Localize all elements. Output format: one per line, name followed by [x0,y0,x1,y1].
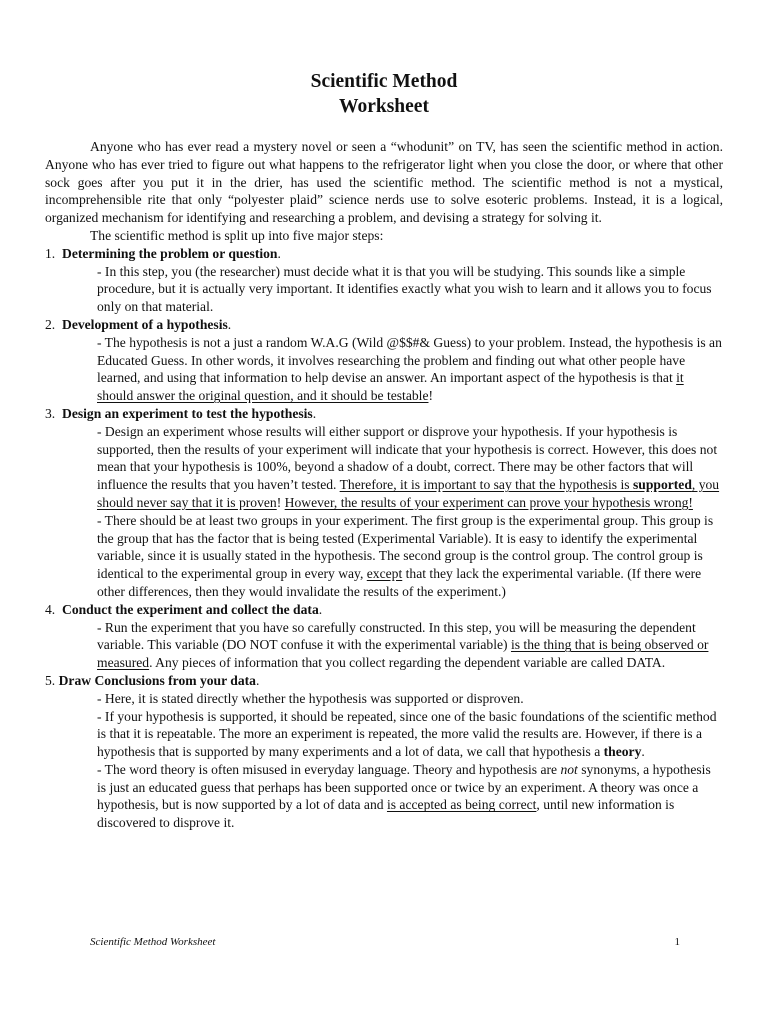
step-5-bullet-3 [45,761,723,832]
step-2-heading [45,316,723,334]
steps-lead-sentence: The scientific method is split up into five major steps: [90,227,384,243]
intro-paragraph: Anyone who has ever read a mystery novel or seen a “whodunit” on TV, has seen the scientific method in action. Anyone who has ever tried to figure out what happens to the refrigerator light when you close the door, or where that other sock goes after you put it in the drier, has used the scientific method. The scientific method is not a mystical, incomprehensible rite that only “polyester plaid” science nerds use to solve esoteric problems. Instead, it is a logical, organized mechanism for identifying and researching a problem, and devising a strategy for solving it. [45,139,723,226]
step-3-title-end: . [312,405,317,421]
step-3-number: 3. [45,405,56,421]
footer-page-number: 1 [674,936,680,948]
step-3-bullet-2-text: - There should be at least two groups in your experiment. The first group is the experimental group. This group is the group that has the factor that is being tested (Experimental Variable). It is easy to identify the experimental variable, since it is usually stated in the hypothesis. The second group is the control group. The control group is identical to the experimental group in every way, [97,512,714,582]
step-3-underline-part-c: , you should never say that it is proven [97,477,720,510]
step-4-heading [45,601,723,619]
step-3-underlined-prove-wrong: However, the results of your experiment can prove your hypothesis wrong! [284,494,693,510]
step-1-number: 1. [45,245,56,261]
document-title-line2: Worksheet [339,96,429,117]
footer-label: Scientific Method Worksheet [90,936,216,948]
step-5-title: Draw Conclusions from your data [58,672,256,688]
step-3-title: Design an experiment to test the hypothesis [62,405,313,421]
step-3-underlined-except: except [366,566,403,582]
step-2-underlined-text: it should answer the original question, and it should be testable [97,370,684,404]
step-2-bullet [45,334,723,405]
step-4-number: 4. [45,601,56,617]
step-3-mid-text: ! [276,494,285,510]
step-2-title-end: . [227,316,232,332]
step-3-heading [45,405,723,423]
step-5-underlined-accepted: is accepted as being correct [386,797,537,813]
step-3-underline-part-a: Therefore, it is important to say that the hypothesis is [339,477,633,493]
step-3-bullet-2 [45,512,723,601]
step-4-underlined-text: is the thing that is being observed or measured [97,637,709,671]
step-5-bullet-3-text: - The word theory is often misused in everyday language. Theory and hypothesis are [97,761,561,777]
step-5-bullet-3-mid: synonyms, a hypothesis is just an educated guess that perhaps has been supported once or twice by an experiment. A theory was once a hypothesis, but is now supported by a lot of data and [97,761,711,813]
step-1-bullet: - In this step, you (the researcher) must decide what it is that you will be studying. This sounds like a simple procedure, but it is actually very important. It identifies exactly what you wish to learn and it allows you to focus only on that material. [97,263,712,315]
document-body [45,138,723,832]
step-2-bullet-text: - The hypothesis is not a just a random W.A.G (Wild @$$#& Guess) to your problem. Instead, the hypothesis is an Educated Guess. In other words, it involves researching the problem and finding out what other people have learned, and using that information to help devise an answer. An important aspect of the hypothesis is that [97,334,722,386]
step-5-bullet-2 [45,708,723,761]
step-5-number: 5. [45,672,56,688]
step-2-bullet-end: ! [428,388,434,404]
step-2-number: 2. [45,316,56,332]
step-5-bullet-2-end: . [641,744,645,760]
step-5-bold-theory: theory [603,744,642,760]
step-5-bullet-3-end: , until new information is discovered to disprove it. [97,797,675,831]
step-2-title: Development of a hypothesis [62,316,228,332]
step-5-heading [45,672,723,690]
step-4-title: Conduct the experiment and collect the data [62,601,319,617]
step-5-bullet-1: - Here, it is stated directly whether the hypothesis was supported or disproven. [97,690,524,706]
step-3-bullet-1-text: - Design an experiment whose results will either support or disprove your hypothesis. If your hypothesis is supported, then the results of your experiment will indicate that your hypothesis is correct. However, this does not mean that your hypothesis is 100%, beyond a shadow of a doubt, correct. There may be other factors that will influence the results that you haven’t tested. [97,423,718,493]
step-4-bullet [45,619,723,672]
step-5-italic-not: not [560,761,578,777]
step-5-title-end: . [255,672,260,688]
step-1-title: Determining the problem or question [62,245,278,261]
step-4-title-end: . [318,601,323,617]
step-3-bullet-1 [45,423,723,512]
step-4-bullet-end: . Any pieces of information that you collect regarding the dependent variable are called DATA. [149,655,666,671]
step-1-title-end: . [277,245,281,261]
step-3-bullet-2-end: that they lack the experimental variable. (If there were other differences, then they would invalidate the results of the experiment.) [97,566,702,599]
document-title-line1: Scientific Method [310,71,458,92]
step-5-bullet-2-text: - If your hypothesis is supported, it should be repeated, since one of the basic foundations of the scientific method is that it is repeatable. The more an experiment is repeated, the more valid the results are. However, if there is a hypothesis that is supported by many experiments and a lot of data, we call that hypothesis a [97,708,717,760]
step-1-heading [45,245,723,263]
step-3-bold-supported: supported [632,477,692,493]
step-4-bullet-text: - Run the experiment that you have so carefully constructed. In this step, you will be measuring the dependent variable. This variable (DO NOT confuse it with the experimental variable) [97,619,696,653]
